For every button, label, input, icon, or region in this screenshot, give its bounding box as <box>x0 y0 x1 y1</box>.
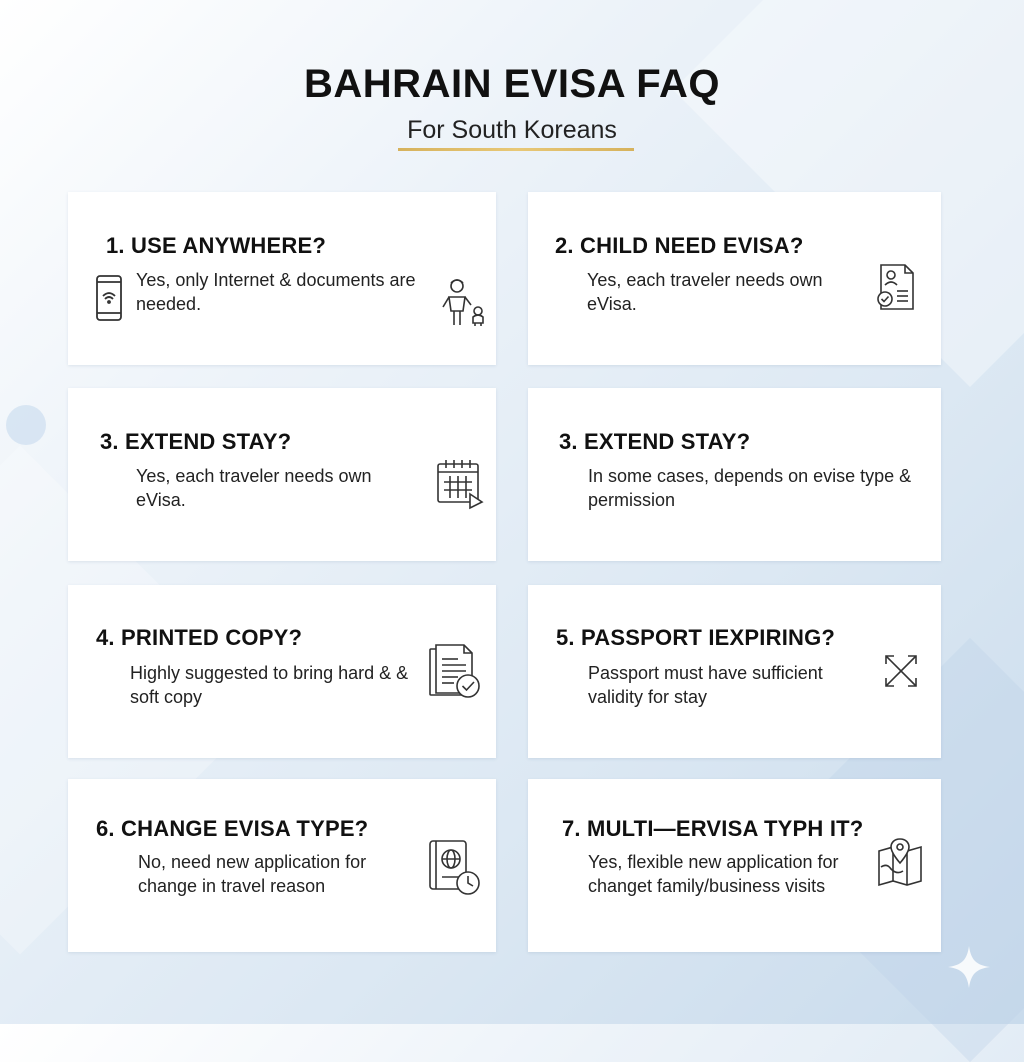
faq-card-8 <box>528 779 941 952</box>
faq-question: 5. PASSPORT IEXPIRING? <box>556 625 836 650</box>
smartphone-icon <box>95 274 123 322</box>
document-check-icon <box>428 643 484 703</box>
faq-card-7 <box>68 779 496 952</box>
faq-card-4 <box>528 388 941 561</box>
faq-answer: Yes, only Internet & documents are needed. <box>136 270 416 314</box>
background-dot <box>6 405 46 445</box>
faq-answer: Yes, flexible new application for changet family/business visits <box>588 852 839 896</box>
page-title: BAHRAIN EVISA FAQ <box>304 62 720 106</box>
document-approval-icon <box>875 263 917 311</box>
faq-answer: Yes, each traveler needs own eVisa. <box>136 466 372 510</box>
passport-clock-icon <box>428 837 482 897</box>
faq-answer: Passport must have sufficient validity for stay <box>588 663 823 707</box>
faq-question: 6. CHANGE EVISA TYPE? <box>96 816 369 841</box>
faq-question: 4. PRINTED COPY? <box>96 625 303 650</box>
page-subtitle: For South Koreans <box>407 116 617 144</box>
faq-question: 1. USE ANYWHERE? <box>106 233 326 258</box>
expand-arrows-icon <box>880 650 922 692</box>
faq-answer: In some cases, depends on evise type & permission <box>588 466 912 510</box>
faq-question: 7. MULTI—ERVISA TYPH IT? <box>562 816 864 841</box>
faq-card-1 <box>68 192 496 365</box>
map-pin-icon <box>877 837 925 887</box>
calendar-icon <box>436 458 486 510</box>
faq-question: 3. EXTEND STAY? <box>100 429 292 454</box>
faq-card-5 <box>68 585 496 758</box>
faq-card-2 <box>528 192 941 365</box>
title-underline <box>398 148 634 151</box>
faq-answer: Highly suggested to bring hard & & soft copy <box>130 663 409 707</box>
faq-answer: No, need new application for change in travel reason <box>138 852 367 896</box>
faq-answer: Yes, each traveler needs own eVisa. <box>587 270 823 314</box>
child-icon <box>440 277 490 329</box>
sparkle-icon <box>946 944 992 995</box>
faq-card-3 <box>68 388 496 561</box>
faq-card-6 <box>528 585 941 758</box>
faq-question: 3. EXTEND STAY? <box>559 429 751 454</box>
faq-question: 2. CHILD NEED EVISA? <box>555 233 804 258</box>
